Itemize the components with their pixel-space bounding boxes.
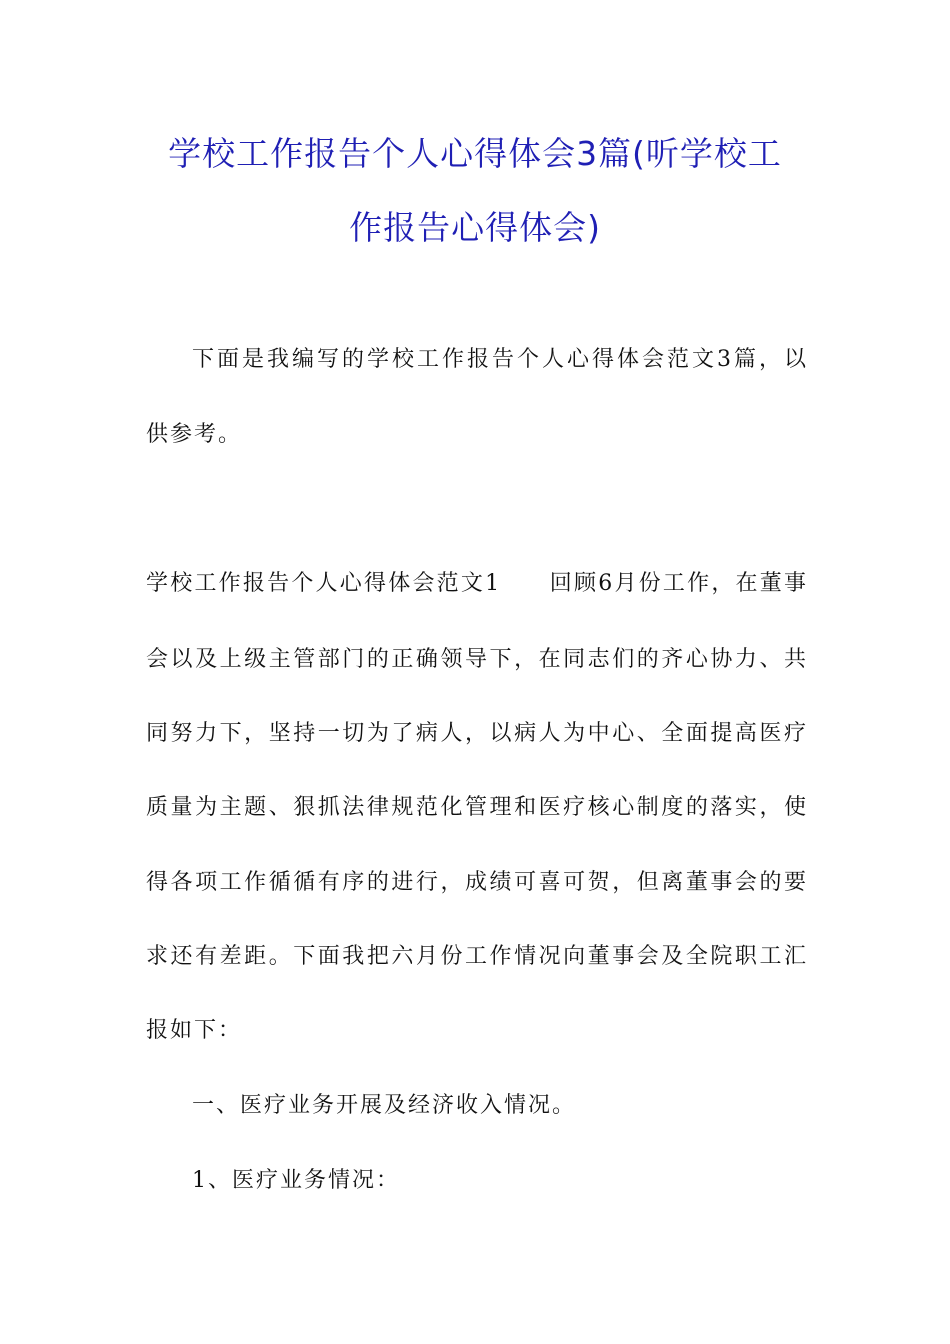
intro-paragraph-line-2: 供参考。 (146, 422, 243, 447)
section1-paragraph-line-6: 求还有差距。下面我把六月份工作情况向董事会及全院职工汇 (146, 944, 806, 969)
section1-paragraph-line-3: 同努力下，坚持一切为了病人，以病人为中心、全面提高医疗 (146, 721, 806, 746)
section1-paragraph-line-2: 会以及上级主管部门的正确领导下，在同志们的齐心协力、共 (146, 647, 806, 672)
subsection-heading-1-1: 1、医疗业务情况： (192, 1168, 400, 1193)
intro-paragraph-line-1: 下面是我编写的学校工作报告个人心得体会范文3篇，以 (192, 347, 806, 372)
section1-paragraph-line-7: 报如下： (146, 1018, 243, 1043)
document-title-line-2: 作报告心得体会) (349, 208, 601, 247)
section1-paragraph-line-4: 质量为主题、狠抓法律规范化管理和医疗核心制度的落实，使 (146, 795, 806, 820)
section1-paragraph-line-5: 得各项工作循循有序的进行，成绩可喜可贺，但离董事会的要 (146, 870, 806, 895)
document-title-line-1: 学校工作报告个人心得体会3篇(听学校工 (168, 134, 782, 173)
section-heading-1: 一、医疗业务开展及经济收入情况。 (192, 1093, 577, 1118)
section1-paragraph-line-1: 学校工作报告个人心得体会范文1 回顾6月份工作，在董事 (146, 571, 806, 596)
